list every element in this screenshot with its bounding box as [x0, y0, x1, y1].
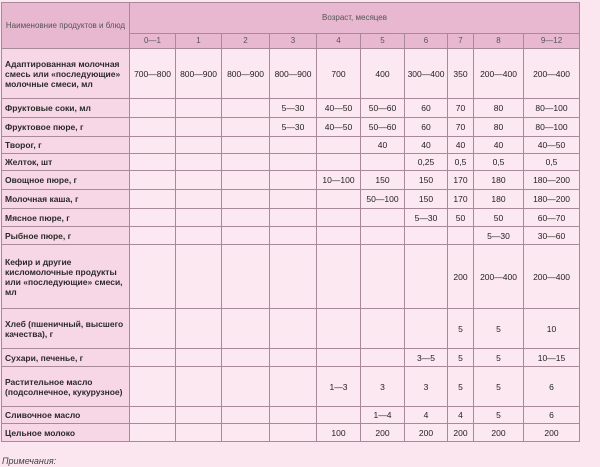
value-cell: 170 [448, 171, 474, 190]
value-cell: 40 [474, 137, 524, 154]
value-cell: 800—900 [270, 49, 317, 99]
value-cell [270, 367, 317, 407]
value-cell: 150 [405, 190, 448, 209]
value-cell: 180 [474, 190, 524, 209]
value-cell [361, 309, 405, 349]
value-cell: 200 [524, 424, 580, 442]
value-cell [222, 154, 270, 171]
age-header-cell: 1 [176, 33, 222, 48]
age-header-cell: 2 [222, 33, 270, 48]
table-row [2, 227, 580, 245]
value-cell [222, 171, 270, 190]
table-row [2, 154, 580, 171]
value-cell: 5—30 [474, 227, 524, 245]
value-cell: 200—400 [474, 245, 524, 309]
value-cell [361, 227, 405, 245]
value-cell [270, 137, 317, 154]
value-cell: 300—400 [405, 49, 448, 99]
value-cell [176, 245, 222, 309]
value-cell: 0,5 [474, 154, 524, 171]
age-header-cell: 9—12 [524, 33, 580, 48]
value-cell [176, 154, 222, 171]
value-cell [270, 227, 317, 245]
value-cell: 200—400 [474, 49, 524, 99]
value-cell: 200 [405, 424, 448, 442]
value-cell [130, 190, 176, 209]
value-cell [176, 209, 222, 227]
table-row [2, 245, 580, 309]
table-row [2, 367, 580, 407]
value-cell [176, 190, 222, 209]
value-cell: 5 [448, 309, 474, 349]
table-row [2, 99, 580, 118]
product-name-cell: Мясное пюре, г [2, 209, 130, 227]
value-cell: 180—200 [524, 190, 580, 209]
age-header-cell: 3 [270, 33, 317, 48]
value-cell: 800—900 [176, 49, 222, 99]
product-name-cell: Рыбное пюре, г [2, 227, 130, 245]
product-name-cell: Адаптированная молочная смесь или «последующие» молочные смеси, мл [2, 49, 130, 99]
value-cell [130, 407, 176, 424]
value-cell [270, 171, 317, 190]
value-cell [222, 349, 270, 367]
value-cell [361, 154, 405, 171]
value-cell: 4 [405, 407, 448, 424]
value-cell [130, 154, 176, 171]
value-cell: 80—100 [524, 99, 580, 118]
product-name-cell: Желток, шт [2, 154, 130, 171]
value-cell: 180—200 [524, 171, 580, 190]
value-cell [317, 227, 361, 245]
value-cell: 1—4 [361, 407, 405, 424]
value-cell: 200 [361, 424, 405, 442]
table-row [2, 407, 580, 424]
value-cell: 30—60 [524, 227, 580, 245]
value-cell: 80 [474, 118, 524, 137]
value-cell [130, 118, 176, 137]
value-cell [270, 154, 317, 171]
value-cell [317, 407, 361, 424]
value-cell [176, 309, 222, 349]
value-cell: 60 [405, 99, 448, 118]
value-cell [270, 424, 317, 442]
value-cell [448, 227, 474, 245]
value-cell [405, 227, 448, 245]
value-cell: 40—50 [317, 99, 361, 118]
table-row [2, 137, 580, 154]
value-cell [405, 309, 448, 349]
header-age: Возраст, месяцев [130, 3, 580, 34]
table-row [2, 209, 580, 227]
value-cell [270, 309, 317, 349]
value-cell [361, 349, 405, 367]
table-row [2, 190, 580, 209]
age-header-cell: 7 [448, 33, 474, 48]
value-cell: 700 [317, 49, 361, 99]
value-cell: 60—70 [524, 209, 580, 227]
product-name-cell: Цельное молоко [2, 424, 130, 442]
value-cell [130, 349, 176, 367]
table-row [2, 349, 580, 367]
value-cell [270, 349, 317, 367]
value-cell: 6 [524, 407, 580, 424]
value-cell: 150 [361, 171, 405, 190]
value-cell [130, 245, 176, 309]
product-name-cell: Фруктовые соки, мл [2, 99, 130, 118]
value-cell: 5 [474, 367, 524, 407]
value-cell [176, 349, 222, 367]
table-row [2, 171, 580, 190]
table-row [2, 49, 580, 99]
value-cell [130, 309, 176, 349]
value-cell: 80 [474, 99, 524, 118]
value-cell: 3—5 [405, 349, 448, 367]
value-cell: 5 [474, 407, 524, 424]
value-cell [270, 190, 317, 209]
value-cell: 3 [361, 367, 405, 407]
value-cell [130, 209, 176, 227]
value-cell [361, 209, 405, 227]
value-cell [317, 245, 361, 309]
value-cell [130, 424, 176, 442]
value-cell: 5 [474, 349, 524, 367]
value-cell [270, 245, 317, 309]
value-cell: 200 [448, 245, 474, 309]
value-cell: 50—100 [361, 190, 405, 209]
value-cell: 40 [448, 137, 474, 154]
value-cell [176, 407, 222, 424]
value-cell [270, 407, 317, 424]
value-cell: 6 [524, 367, 580, 407]
value-cell [176, 171, 222, 190]
product-name-cell: Сухари, печенье, г [2, 349, 130, 367]
value-cell: 0,5 [448, 154, 474, 171]
value-cell: 170 [448, 190, 474, 209]
value-cell: 40 [361, 137, 405, 154]
age-header-cell: 4 [317, 33, 361, 48]
value-cell: 800—900 [222, 49, 270, 99]
value-cell: 5 [448, 349, 474, 367]
age-header-cell: 5 [361, 33, 405, 48]
value-cell [130, 367, 176, 407]
product-name-cell: Растительное масло (подсолнечное, кукурузное) [2, 367, 130, 407]
product-name-cell: Хлеб (пшеничный, высшего качества), г [2, 309, 130, 349]
value-cell: 5—30 [270, 99, 317, 118]
value-cell [317, 309, 361, 349]
value-cell [222, 407, 270, 424]
value-cell: 50—60 [361, 118, 405, 137]
value-cell: 200—400 [524, 49, 580, 99]
value-cell: 1—3 [317, 367, 361, 407]
value-cell: 200 [448, 424, 474, 442]
value-cell: 200 [474, 424, 524, 442]
value-cell [130, 171, 176, 190]
age-header-cell: 0—1 [130, 33, 176, 48]
value-cell [176, 227, 222, 245]
value-cell [222, 137, 270, 154]
feeding-table [1, 2, 580, 442]
value-cell: 50 [474, 209, 524, 227]
product-name-cell: Творог, г [2, 137, 130, 154]
value-cell: 180 [474, 171, 524, 190]
value-cell: 40—50 [524, 137, 580, 154]
value-cell: 70 [448, 99, 474, 118]
value-cell [176, 118, 222, 137]
value-cell [222, 99, 270, 118]
header-product: Наименовние продуктов и блюд [2, 3, 130, 49]
value-cell [176, 137, 222, 154]
value-cell: 10—100 [317, 171, 361, 190]
value-cell: 200—400 [524, 245, 580, 309]
value-cell: 150 [405, 171, 448, 190]
value-cell [270, 209, 317, 227]
table-row [2, 118, 580, 137]
value-cell [222, 190, 270, 209]
value-cell [222, 245, 270, 309]
value-cell [405, 245, 448, 309]
value-cell: 700—800 [130, 49, 176, 99]
value-cell: 0,25 [405, 154, 448, 171]
value-cell [317, 190, 361, 209]
value-cell: 80—100 [524, 118, 580, 137]
value-cell: 10—15 [524, 349, 580, 367]
value-cell: 350 [448, 49, 474, 99]
value-cell [222, 118, 270, 137]
value-cell [222, 309, 270, 349]
table-row [2, 424, 580, 442]
value-cell [317, 349, 361, 367]
age-header-cell: 6 [405, 33, 448, 48]
product-name-cell: Сливочное масло [2, 407, 130, 424]
value-cell: 70 [448, 118, 474, 137]
value-cell [317, 154, 361, 171]
value-cell: 5 [448, 367, 474, 407]
value-cell: 0,5 [524, 154, 580, 171]
table-row [2, 309, 580, 349]
value-cell: 5—30 [270, 118, 317, 137]
value-cell: 40—50 [317, 118, 361, 137]
age-header-cell: 8 [474, 33, 524, 48]
value-cell [222, 209, 270, 227]
product-name-cell: Кефир и другие кисломолочные продукты или «последующие» смеси, мл [2, 245, 130, 309]
product-name-cell: Молочная каша, г [2, 190, 130, 209]
product-name-cell: Фруктовое пюре, г [2, 118, 130, 137]
value-cell: 5 [474, 309, 524, 349]
value-cell: 10 [524, 309, 580, 349]
value-cell: 40 [405, 137, 448, 154]
value-cell: 3 [405, 367, 448, 407]
value-cell [317, 209, 361, 227]
footer-note: Примечания: [2, 456, 57, 466]
value-cell [222, 227, 270, 245]
value-cell [176, 367, 222, 407]
value-cell [130, 99, 176, 118]
value-cell [176, 99, 222, 118]
value-cell: 50 [448, 209, 474, 227]
value-cell [222, 424, 270, 442]
product-name-cell: Овощное пюре, г [2, 171, 130, 190]
value-cell [361, 245, 405, 309]
value-cell: 5—30 [405, 209, 448, 227]
value-cell [176, 424, 222, 442]
value-cell: 100 [317, 424, 361, 442]
value-cell [317, 137, 361, 154]
value-cell: 60 [405, 118, 448, 137]
value-cell: 4 [448, 407, 474, 424]
value-cell: 50—60 [361, 99, 405, 118]
value-cell [130, 137, 176, 154]
value-cell [130, 227, 176, 245]
value-cell: 400 [361, 49, 405, 99]
value-cell [222, 367, 270, 407]
